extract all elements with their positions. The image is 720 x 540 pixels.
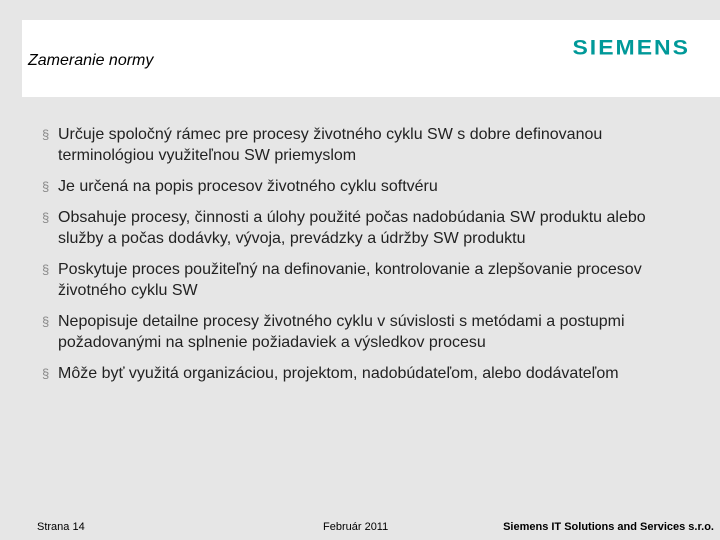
bullet-item (42, 124, 692, 166)
siemens-logo: SIEMENS (572, 35, 690, 59)
bullet-marker-icon: § (42, 210, 50, 225)
bullet-marker-icon: § (42, 262, 50, 277)
bullet-item (42, 259, 692, 301)
slide-title: Zameranie normy (28, 52, 154, 69)
bullet-text: Nepopisuje detailne procesy životného cyklu v súvislosti s metódami a postupmi požadovanými na splnenie požiadaviek a výsledkov procesu (58, 313, 625, 351)
bullet-item (42, 176, 692, 197)
bullet-item (42, 311, 692, 353)
slide-header (22, 20, 720, 97)
bullet-text: Môže byť využitá organizáciou, projektom, nadobúdateľom, alebo dodávateľom (58, 365, 619, 382)
bullet-text: Určuje spoločný rámec pre procesy životného cyklu SW s dobre definovanou terminológiou využiteľnou SW priemyslom (58, 126, 603, 164)
bullet-marker-icon: § (42, 179, 50, 194)
bullet-text: Obsahuje procesy, činnosti a úlohy použité počas nadobúdania SW produktu alebo služby a počas dodávky, vývoja, prevádzky a údržby SW produktu (58, 209, 646, 247)
footer-company: Siemens IT Solutions and Services s.r.o. (503, 521, 714, 533)
footer-date: Február 2011 (323, 521, 389, 533)
bullet-text: Poskytuje proces použiteľný na definovanie, kontrolovanie a zlepšovanie procesov životného cyklu SW (58, 261, 642, 299)
bullet-marker-icon: § (42, 366, 50, 381)
footer-page-number: Strana 14 (37, 521, 85, 533)
bullet-item (42, 207, 692, 249)
bullet-item (42, 363, 692, 384)
bullet-marker-icon: § (42, 127, 50, 142)
bullet-list (42, 124, 692, 394)
bullet-text: Je určená na popis procesov životného cyklu softvéru (58, 178, 438, 195)
bullet-marker-icon: § (42, 314, 50, 329)
